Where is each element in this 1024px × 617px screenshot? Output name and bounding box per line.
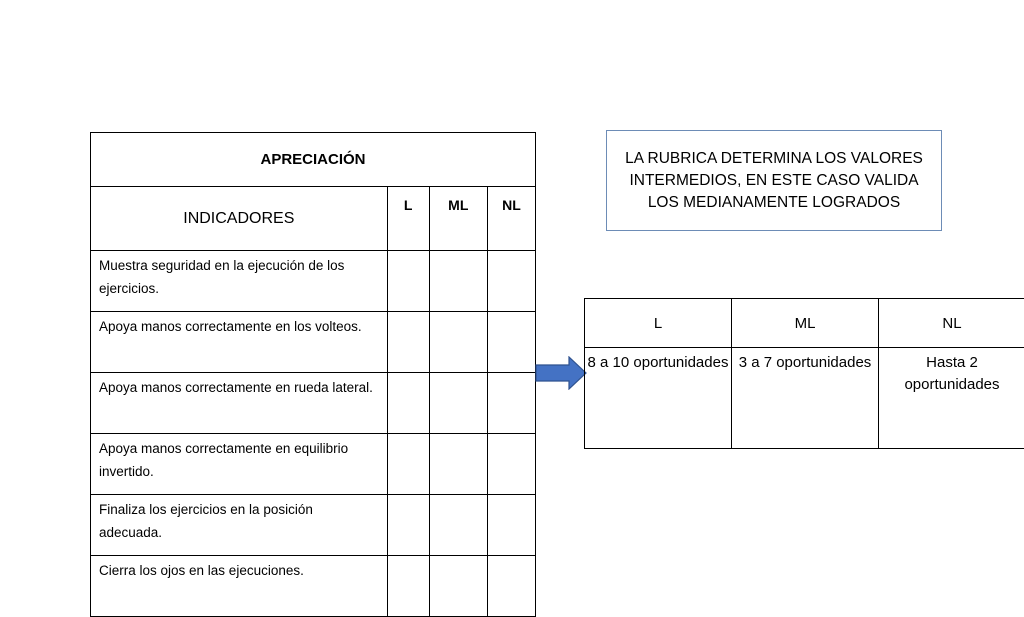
score-cell-ml	[429, 495, 487, 556]
score-cell-nl	[487, 434, 535, 495]
values-header-ml: ML	[732, 299, 879, 348]
scale-header-nl: NL	[487, 187, 535, 251]
score-cell-l	[387, 312, 429, 373]
values-table	[584, 298, 1024, 449]
score-cell-ml	[429, 251, 487, 312]
rubric-table	[90, 132, 536, 617]
values-header-nl: NL	[879, 299, 1024, 348]
value-cell-ml: 3 a 7 oportunidades	[732, 348, 879, 449]
score-cell-l	[387, 251, 429, 312]
score-cell-nl	[487, 312, 535, 373]
table-row	[91, 373, 536, 434]
score-cell-l	[387, 434, 429, 495]
indicator-text: Muestra seguridad en la ejecución de los ejercicios.	[91, 251, 388, 312]
values-header-l: L	[585, 299, 732, 348]
indicator-text: Apoya manos correctamente en equilibrio invertido.	[91, 434, 388, 495]
indicators-header: INDICADORES	[91, 187, 388, 251]
indicator-text: Apoya manos correctamente en los volteos.	[91, 312, 388, 373]
indicator-text: Apoya manos correctamente en rueda lateral.	[91, 373, 388, 434]
score-cell-l	[387, 556, 429, 617]
scale-header-ml: ML	[429, 187, 487, 251]
table-row	[91, 495, 536, 556]
score-cell-l	[387, 373, 429, 434]
indicator-text: Cierra los ojos en las ejecuciones.	[91, 556, 388, 617]
indicator-text: Finaliza los ejercicios en la posición adecuada.	[91, 495, 388, 556]
note-text: LA RUBRICA DETERMINA LOS VALORES INTERMEDIOS, EN ESTE CASO VALIDA LOS MEDIANAMENTE LOGRADOS	[617, 148, 931, 214]
right-arrow-icon	[535, 356, 587, 390]
table-row	[91, 251, 536, 312]
table-row	[91, 312, 536, 373]
note-box	[606, 130, 942, 231]
score-cell-nl	[487, 556, 535, 617]
score-cell-nl	[487, 495, 535, 556]
score-cell-l	[387, 495, 429, 556]
score-cell-nl	[487, 251, 535, 312]
rubric-title: APRECIACIÓN	[91, 133, 536, 187]
value-cell-l: 8 a 10 oportunidades	[585, 348, 732, 449]
scale-header-l: L	[387, 187, 429, 251]
value-cell-nl: Hasta 2 oportunidades	[879, 348, 1024, 449]
score-cell-ml	[429, 312, 487, 373]
score-cell-ml	[429, 434, 487, 495]
score-cell-ml	[429, 373, 487, 434]
table-row	[91, 434, 536, 495]
table-row	[91, 556, 536, 617]
score-cell-ml	[429, 556, 487, 617]
score-cell-nl	[487, 373, 535, 434]
